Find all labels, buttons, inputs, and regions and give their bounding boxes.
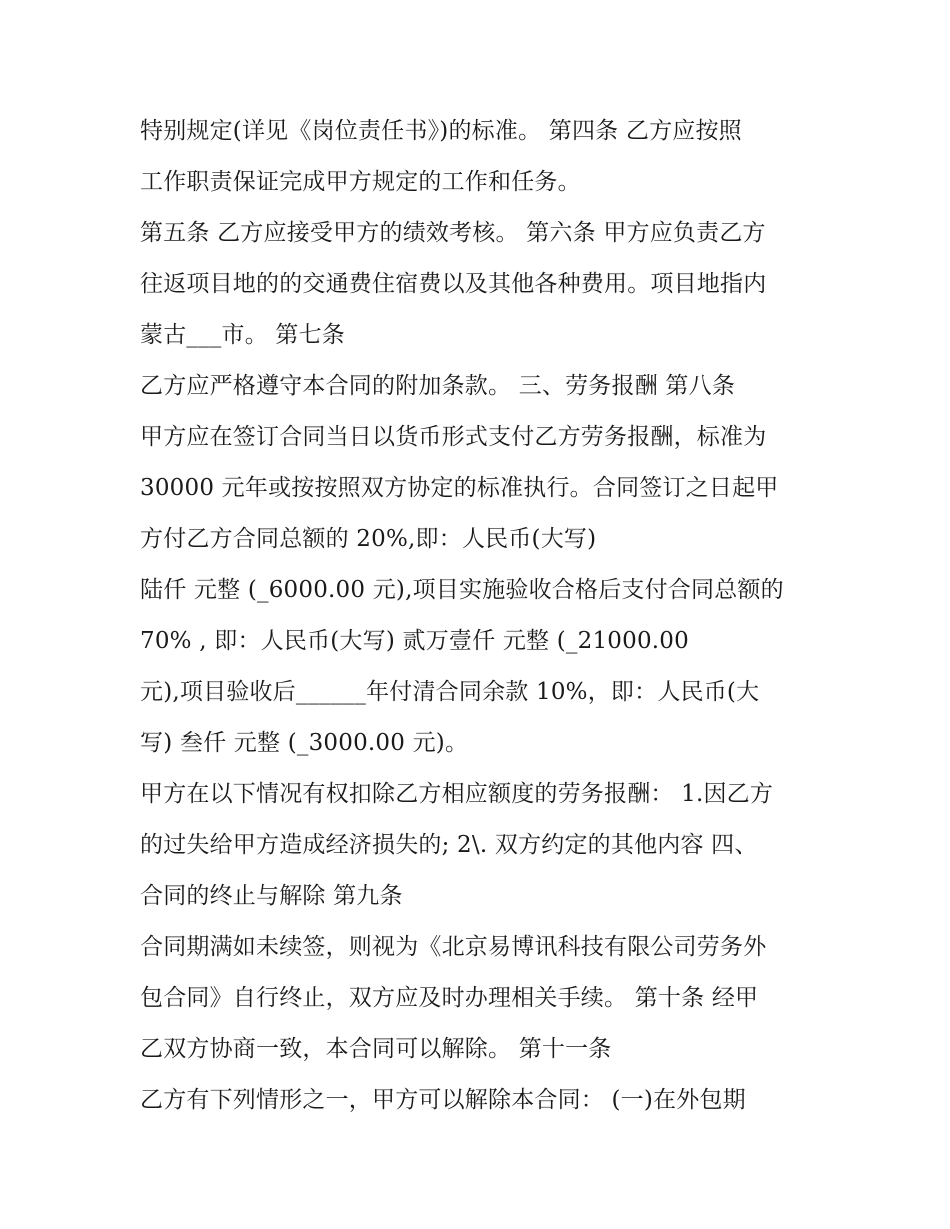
- text-line: 工作职责保证完成甲方规定的工作和任务。: [140, 169, 581, 195]
- text-line: 特别规定(详见《岗位责任书》)的标准。 第四条 乙方应按照: [140, 118, 742, 144]
- text-line: 陆仟 元整 (_6000.00 元),项目实施验收合格后支付合同总额的: [140, 577, 784, 603]
- text-line: 甲方在以下情况有权扣除乙方相应额度的劳务报酬： 1.因乙方: [140, 781, 774, 807]
- text-line: 乙方有下列情形之一，甲方可以解除本合同： (一)在外包期: [140, 1087, 746, 1113]
- text-line: 的过失给甲方造成经济损失的; 2\. 双方约定的其他内容 四、: [140, 832, 758, 858]
- text-line: 30000 元年或按按照双方协定的标准执行。合同签订之日起甲: [140, 475, 779, 501]
- text-line: 乙双方协商一致，本合同可以解除。 第十一条: [140, 1036, 612, 1062]
- text-line: 元),项目验收后______年付清合同余款 10%，即：人民币(大: [140, 679, 760, 705]
- text-line: 蒙古___市。 第七条: [140, 322, 346, 348]
- text-line: 合同的终止与解除 第九条: [140, 883, 403, 909]
- text-line: 写) 叁仟 元整 (_3000.00 元)。: [140, 730, 469, 756]
- text-line: 合同期满如未续签，则视为《北京易博讯科技有限公司劳务外: [140, 934, 767, 960]
- document-body: [140, 106, 830, 1126]
- text-line: 70% , 即：人民币(大写) 贰万壹仟 元整 (_21000.00: [140, 628, 689, 654]
- text-line: 第五条 乙方应接受甲方的绩效考核。 第六条 甲方应负责乙方: [140, 220, 766, 246]
- text-line: 乙方应严格遵守本合同的附加条款。 三、劳务报酬 第八条: [140, 373, 736, 399]
- text-line: 甲方应在签订合同当日以货币形式支付乙方劳务报酬，标准为: [140, 424, 767, 450]
- text-line: 方付乙方合同总额的 20%,即：人民币(大写): [140, 526, 597, 552]
- text-line: 往返项目地的的交通费住宿费以及其他各种费用。项目地指内: [140, 271, 767, 297]
- text-line: 包合同》自行终止，双方应及时办理相关手续。 第十条 经甲: [140, 985, 759, 1011]
